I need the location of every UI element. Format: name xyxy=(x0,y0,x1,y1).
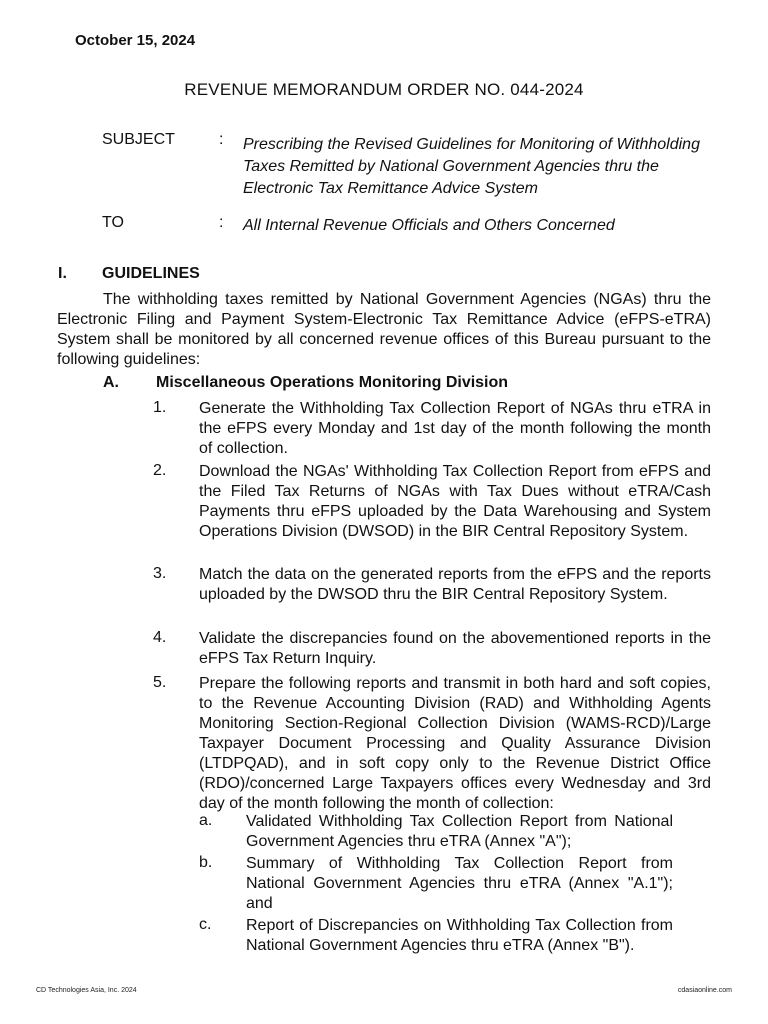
item-text: Download the NGAs' Withholding Tax Collection Report from eFPS and the Filed Tax Returns of NGAs with Tax Dues without eTRA/Cash Payments thru eFPS uploaded by the Data Warehousing and System Operations Division (DWSOD) in the BIR Central Repository System. xyxy=(199,463,711,540)
to-label: TO xyxy=(102,214,124,231)
memo-title: REVENUE MEMORANDUM ORDER NO. 044-2024 xyxy=(184,80,584,99)
item-number: 4. xyxy=(153,629,167,646)
to-colon: : xyxy=(219,214,224,231)
memo-date: October 15, 2024 xyxy=(75,32,196,49)
subject-label: SUBJECT xyxy=(102,131,175,148)
item-text: Generate the Withholding Tax Collection Report of NGAs thru eTRA in the eFPS every Monday and 1st day of the month following the month of collection. xyxy=(199,400,711,457)
sub-item-text: Validated Withholding Tax Collection Report from National Government Agencies thru eTRA (Annex "A"); xyxy=(246,813,673,850)
item-number: 3. xyxy=(153,565,167,582)
subject-text xyxy=(243,134,743,200)
subsection-letter: A. xyxy=(103,374,119,391)
to-text: All Internal Revenue Officials and Others Concerned xyxy=(243,217,615,234)
sub-item-letter: a. xyxy=(199,812,213,829)
sub-item-text: Report of Discrepancies on Withholding Tax Collection from National Government Agencies thru eTRA (Annex "B"). xyxy=(246,917,673,954)
sub-item-letter: c. xyxy=(199,916,212,933)
subject-line: Prescribing the Revised Guidelines for Monitoring of Withholding xyxy=(243,136,700,153)
section-number: I. xyxy=(58,265,67,282)
item-text: Prepare the following reports and transmit in both hard and soft copies, to the Revenue Accounting Division (RAD) and Withholding Agents Monitoring Section-Regional Collection Division (WAMS-RCD)/Large Taxpayer Document Processing and Quality Assurance Division (LTDPQAD), and in soft copy only to the Revenue District Office (RDO)/concerned Large Taxpayers offices every Wednesday and 3rd day of the month following the month of collection: xyxy=(199,675,711,812)
section-paragraph xyxy=(57,290,711,370)
section-paragraph-text: The withholding taxes remitted by National Government Agencies (NGAs) thru the Electronic Filing and Payment System-Electronic Tax Remittance Advice (eFPS-eTRA) System shall be monitored by all concerned revenue offices of this Bureau pursuant to the following guidelines: xyxy=(57,291,711,368)
subject-line: Electronic Tax Remittance Advice System xyxy=(243,180,538,197)
subject-line: Taxes Remitted by National Government Agencies thru the xyxy=(243,158,659,175)
footer-website: cdasiaonline.com xyxy=(677,987,732,994)
item-number: 1. xyxy=(153,399,167,416)
footer-copyright: CD Technologies Asia, Inc. 2024 xyxy=(36,987,137,994)
section-title: GUIDELINES xyxy=(102,265,200,282)
subject-colon: : xyxy=(219,131,224,148)
sub-item-letter: b. xyxy=(199,854,213,871)
item-number: 5. xyxy=(153,674,167,691)
item-text: Match the data on the generated reports from the eFPS and the reports uploaded by the DWSOD thru the BIR Central Repository System. xyxy=(199,566,711,603)
item-text: Validate the discrepancies found on the abovementioned reports in the eFPS Tax Return Inquiry. xyxy=(199,630,711,667)
item-number: 2. xyxy=(153,462,167,479)
sub-item-text: Summary of Withholding Tax Collection Report from National Government Agencies thru eTRA (Annex "A.1"); and xyxy=(246,855,673,912)
subsection-title: Miscellaneous Operations Monitoring Division xyxy=(156,374,509,391)
